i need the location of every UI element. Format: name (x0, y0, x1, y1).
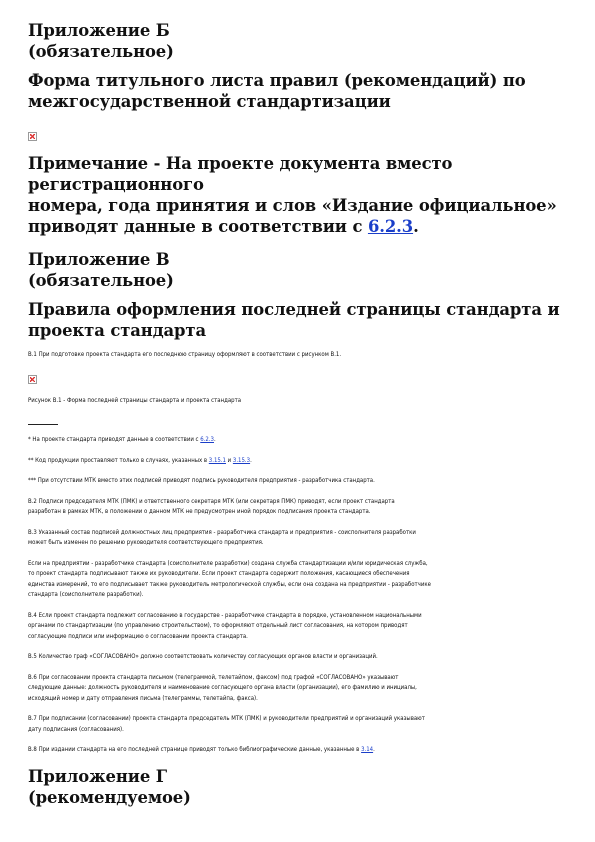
link-3-14[interactable]: 3.14 (361, 746, 374, 753)
paragraph-services: Если на предприятии - разработчике стандарта (соисполнителе разработки) создана служба стандартизации и/или юридическая служба, то проект стандарта подписывают также их руководители. Если проект стандарта содержит положения, касающиеся обеспечения единства измерений, то его подписывает также руководитель метрологической службы, если она создана на предприятии - разработчике стандарта (соисполнителе разработки). (28, 559, 431, 598)
form-title: Форма титульного листа правил (рекомендаций) по межгосударственной стандартизации (28, 71, 526, 111)
appendix-b-title: Приложение Б (обязательное) (28, 21, 174, 61)
paragraph-v6: В.6 При согласовании проекта стандарта письмом (телеграммой, телетайпом, факсом) под графой «СОГЛАСОВАНО» указывают следующие данные: должность руководителя и наименование согласующего органа власти (организации), его фамилию и инициалы, исходящий номер и дату отправления письма (телеграммы, телетайпа, факса). (28, 673, 417, 702)
link-3-15-3[interactable]: 3.15.3 (232, 456, 251, 464)
broken-image-icon (28, 132, 37, 141)
footnote-2: ** Код продукции проставляют только в случаях, указанных в 3.15.1 и 3.15.3. (28, 456, 252, 464)
figure-caption: Рисунок В.1 - Форма последней страницы стандарта и проекта стандарта (28, 396, 242, 404)
paragraph-v7: В.7 При подписании (согласовании) проекта стандарта председатель МТК (ПМК) и руководители предприятий и организаций указывают дату подписания (согласования). (28, 715, 425, 733)
paragraph-v2: В.2 Подписи председателя МТК (ПМК) и ответственного секретаря МТК (или секретаря ПМК) приводят, если проект стандарта разработан в рамках МТК, в положении о данном МТК не предусмотрен иной порядок подписания проекта стандарта. (28, 497, 395, 515)
broken-image-icon (28, 375, 37, 384)
paragraph-v5: В.5 Количество граф «СОГЛАСОВАНО» должно соответствовать количеству согласующих органов власти и организаций. (28, 653, 378, 660)
note-heading: Примечание - На проекте документа вместо регистрационного номера, года принятия и слов «Издание официальное» приводят данные в соответствии с 6.2.3. (28, 154, 557, 236)
appendix-g-title: Приложение Г (рекомендуемое) (28, 766, 191, 807)
appendix-v-title: Приложение В (обязательное) (28, 250, 174, 290)
link-6-2-3[interactable]: 6.2.3 (200, 436, 214, 443)
footnote-1: * На проекте стандарта приводят данные в соответствии с 6.2.3. (28, 436, 216, 443)
link-3-15-1[interactable]: 3.15.1 (208, 456, 226, 464)
paragraph-v1: В.1 При подготовке проекта стандарта его последнюю страницу оформляют в соответствии с рисунком В.1. (28, 351, 342, 358)
paragraph-v4: В.4 Если проект стандарта подлежит согласованию в государстве - разработчике стандарта в порядке, установленном национальными органами по стандартизации (по управлению строительством), то оформляют отдельный лист согласования, на котором приводят согласующие подписи или информацию о согласовании проекта стандарта. (28, 611, 422, 640)
footnote-3: *** При отсутствии МТК вместо этих подписей приводят подпись руководителя предприятия - разработчика стандарта. (28, 477, 375, 484)
paragraph-v3: В.3 Указанный состав подписей должностных лиц предприятия - разработчика стандарта и предприятия - соисполнителя разработки может быть изменен по решению руководителя соответствующего предприятия. (28, 528, 416, 546)
rules-title: Правила оформления последней страницы стандарта и проекта стандарта (28, 300, 560, 340)
paragraph-v8: В.8 При издании стандарта на его последней странице приводят только библиографические данные, указанные в 3.14. (28, 746, 375, 753)
link-6-2-3[interactable]: 6.2.3 (367, 217, 414, 236)
